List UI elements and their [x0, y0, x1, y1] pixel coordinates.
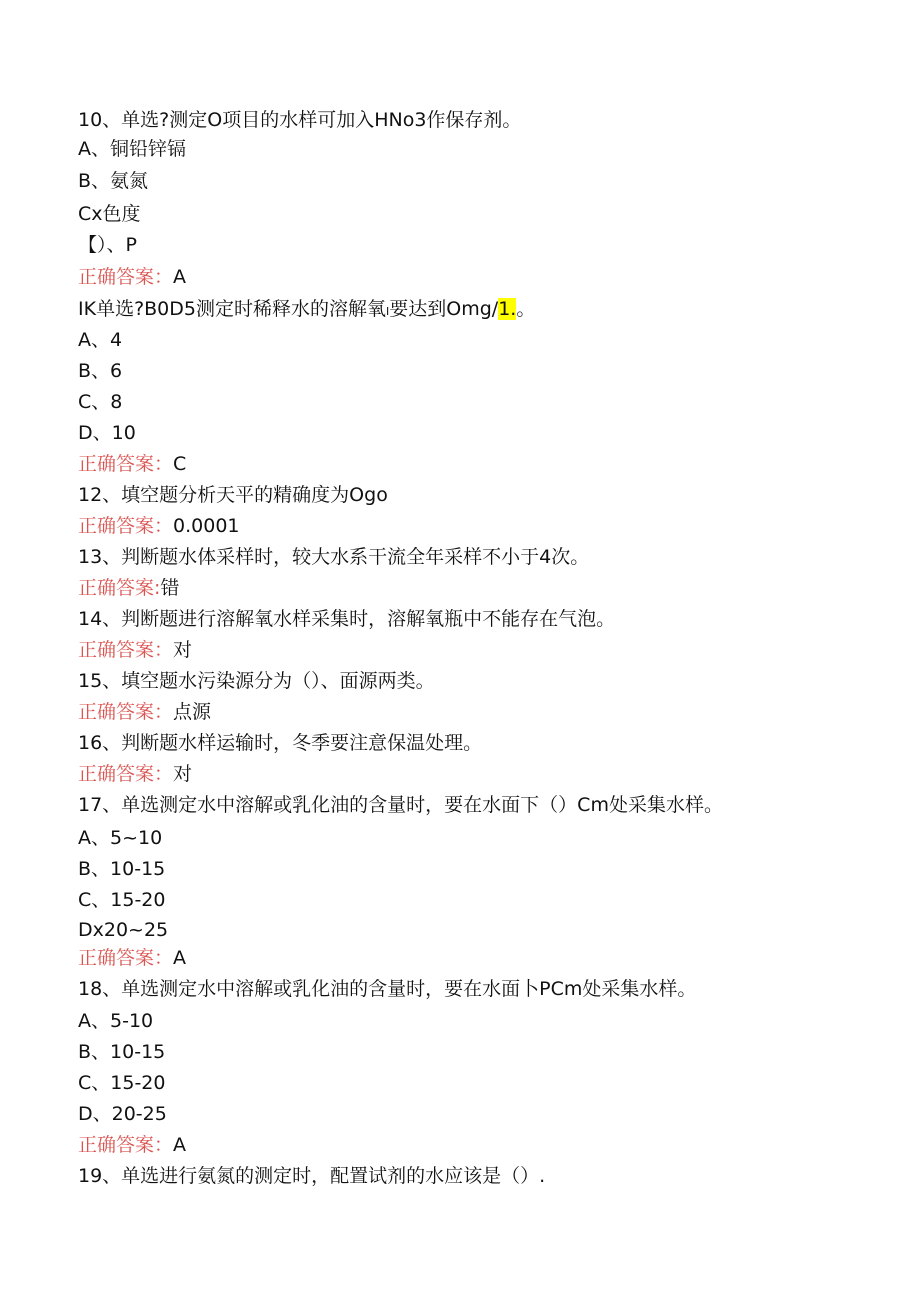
- question-16-answer: [78, 762, 192, 786]
- question-18-option-d: D、20-25: [78, 1103, 167, 1125]
- answer-label: 正确答案：: [78, 266, 174, 288]
- question-11-option-d: D、10: [78, 422, 136, 444]
- answer-label: 正确答案：: [78, 515, 174, 537]
- answer-label: 正确答案：: [78, 701, 174, 723]
- question-15-answer: [78, 700, 211, 724]
- question-11-stem-end: 。: [516, 298, 536, 320]
- question-17-option-b: B、10-15: [78, 858, 166, 880]
- question-11-stem-a: IK单选?B0D5测定时稀释水的溶解氧: [78, 298, 386, 320]
- question-16-stem: 16、判断题水样运输时，冬季要注意保温处理。: [78, 732, 483, 754]
- answer-value: 对: [173, 763, 193, 785]
- question-11-option-a: A、4: [78, 329, 123, 351]
- question-15-stem: 15、填空题水污染源分为（）、面源两类。: [78, 670, 435, 692]
- answer-value: C: [173, 453, 187, 475]
- question-11-answer: [78, 452, 186, 476]
- answer-label: 正确答案：: [78, 763, 174, 785]
- question-11-option-b: B、6: [78, 360, 123, 382]
- answer-value: 0.0001: [173, 515, 240, 537]
- question-11-highlight: 1.: [498, 298, 517, 320]
- answer-label: 正确答案：: [78, 1134, 174, 1156]
- question-14-answer: [78, 638, 192, 662]
- question-17-option-d: Dx20~25: [78, 919, 169, 941]
- question-18-option-b: B、10-15: [78, 1041, 166, 1063]
- question-10-option-c: Cx色度: [78, 203, 141, 225]
- question-18-option-a: A、5-10: [78, 1010, 154, 1032]
- question-10-option-d: 【）、P: [78, 234, 137, 256]
- question-11-option-c: C、8: [78, 391, 123, 413]
- answer-label: 正确答案：: [78, 639, 174, 661]
- question-10-option-b: B、氨氮: [78, 170, 149, 192]
- question-17-stem: 17、单选测定水中溶解或乳化油的含量时，要在水面下（）Cm处采集水样。: [78, 794, 723, 816]
- answer-value: A: [173, 266, 187, 288]
- answer-value: A: [173, 1134, 187, 1156]
- question-17-answer: [78, 946, 186, 970]
- question-19-stem: 19、单选进行氨氮的测定时，配置试剂的水应该是（）.: [78, 1165, 546, 1187]
- question-17-option-c: C、15-20: [78, 889, 166, 911]
- question-10-stem: 10、单选?测定O项目的水样可加入HNo3作保存剂。: [78, 109, 522, 131]
- answer-value: 对: [173, 639, 193, 661]
- question-12-answer: [78, 514, 240, 538]
- answer-label: 正确答案：: [78, 947, 174, 969]
- answer-value: A: [173, 947, 187, 969]
- question-18-answer: [78, 1133, 186, 1157]
- answer-label: 正确答案：: [78, 453, 174, 475]
- question-18-option-c: C、15-20: [78, 1072, 166, 1094]
- answer-value: 错: [160, 577, 180, 599]
- question-14-stem: 14、判断题进行溶解氧水样采集时，溶解氧瓶中不能存在气泡。: [78, 608, 616, 630]
- answer-value: 点源: [173, 701, 212, 723]
- question-18-stem: 18、单选测定水中溶解或乳化油的含量时，要在水面卜PCm处采集水样。: [78, 978, 697, 1000]
- question-11-stem-sub: I: [386, 305, 390, 318]
- question-11-stem: [78, 297, 535, 324]
- question-13-answer: [78, 576, 179, 600]
- question-12-stem: 12、填空题分析天平的精确度为Ogo: [78, 484, 388, 506]
- question-10-answer: [78, 265, 186, 289]
- question-13-stem: 13、判断题水体采样时，较大水系干流全年采样不小于4次。: [78, 546, 590, 568]
- question-17-option-a: A、5~10: [78, 827, 163, 849]
- answer-label: 正确答案:: [78, 577, 161, 599]
- question-10-option-a: A、铜铅锌镉: [78, 138, 186, 160]
- question-11-stem-b: 要达到Omg/: [389, 298, 499, 320]
